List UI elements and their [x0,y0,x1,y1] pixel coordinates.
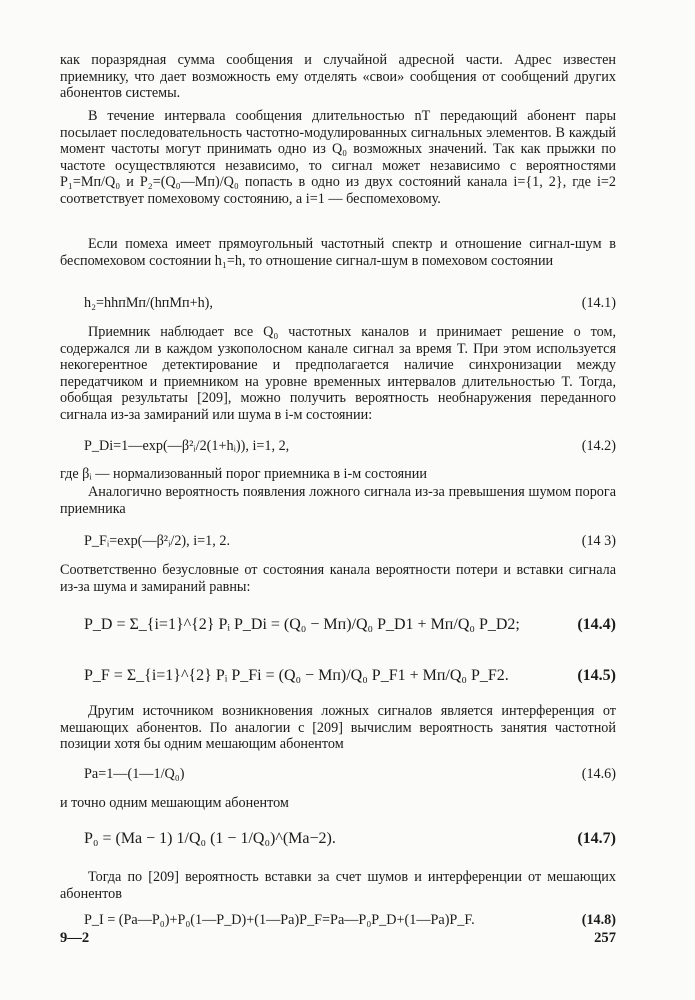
equation-expression: P_F = Σ_{i=1}^{2} Pᵢ P_Fi = (Q₀ − Mп)/Q₀ P_F1 + Mп/Q₀ P_F2. [84,667,509,684]
paragraph-intro: как поразрядная сумма сообщения и случайной адресной части. Адрес известен приемнику, что дает возможность ему отделять «свои» сообщения от сообщений других абонентов системы. [60,52,616,102]
equation-expression: Pa=1—(1—1/Q₀) [84,766,185,782]
equation-expression: P_Di=1—exp(—β²ᵢ/2(1+hᵢ)), i=1, 2, [84,438,290,454]
paragraph-threshold: где βᵢ — нормализованный порог приемника в i-м состоянии [60,466,427,482]
equation-number: (14.1) [581,295,616,311]
equation-number: (14.7) [577,830,616,847]
equation-expression: P₀ = (Mа − 1) 1/Q₀ (1 − 1/Q₀)^(Mа−2). [84,830,336,847]
paragraph-interference: Другим источником возникновения ложных сигналов является интерференция от мешающих абонентов. По аналогии с [209] вычислим вероятность занятия частотной позиции хотя бы одним мешающим абонентом [60,703,616,753]
equation-expression: P_Fᵢ=exp(—β²ᵢ/2), i=1, 2. [84,533,231,549]
equation-number: (14.2) [581,438,616,454]
equation-number: (14.8) [581,912,616,928]
equation-14-5 [84,667,616,689]
page-number: 257 [594,930,616,946]
paragraph-receiver: Приемник наблюдает все Q₀ частотных каналов и принимает решение о том, содержался ли в каждом узкополосном канале сигнал за время T. При этом используется некогерентное детектирование и предполагается наличие синхронизации между передатчиком и приемником на уровне временных интервалов длительностью T. Тогда, обобщая результаты [209], можно получить вероятность необнаружения переданного сигнала из-за замираний или шума в i-м состоянии: [60,324,616,423]
paragraph-insertion: Тогда по [209] вероятность вставки за счет шумов и интерференции от мешающих абонентов [60,869,616,902]
equation-expression: h₂=hhпMп/(hпMп+h), [84,295,213,311]
equation-14-6 [84,766,616,788]
signature-mark: 9—2 [60,930,90,946]
equation-14-1 [84,295,616,317]
equation-14-8 [84,912,616,934]
equation-number: (14.4) [577,616,616,633]
paragraph-frequency-hopping: В течение интервала сообщения длительностью nT передающий абонент пары посылает последовательность частотно-модулированных сигнальных элементов. В каждый момент частоты могут принимать одно из Q₀ возможных значений. Так как прыжки по частоте осуществляются независимо, то сигнал может независимо с вероятностями P₁=Mп/Q₀ и P₂=(Q₀—Mп)/Q₀ попасть в одно из двух состояний канала i={1, 2}, где i=2 соответствует помеховому состоянию, а i=1 — беспомеховому. [60,108,616,207]
equation-14-4 [84,616,616,638]
equation-14-7 [84,830,616,852]
paragraph-unconditional: Соответственно безусловные от состояния канала вероятности потери и вставки сигнала из-за шума и замираний равны: [60,562,616,595]
equation-14-3 [84,533,616,555]
paragraph-snr: Если помеха имеет прямоугольный частотный спектр и отношение сигнал-шум в беспомеховом состоянии h₁=h, то отношение сигнал-шум в помеховом состоянии [60,236,616,269]
paragraph-exactly-one: и точно одним мешающим абонентом [60,795,289,811]
equation-14-2 [84,438,616,460]
equation-expression: P_D = Σ_{i=1}^{2} Pᵢ P_Di = (Q₀ − Mп)/Q₀ P_D1 + Mп/Q₀ P_D2; [84,616,520,633]
equation-number: (14.6) [581,766,616,782]
equation-number: (14 3) [581,533,616,549]
equation-expression: P_I = (Pa—P₀)+P₀(1—P_D)+(1—Pa)P_F=Pa—P₀P_D+(1—Pa)P_F. [84,912,475,928]
equation-number: (14.5) [577,667,616,684]
paragraph-false-signal: Аналогично вероятность появления ложного сигнала из-за превышения шумом порога приемника [60,484,616,517]
